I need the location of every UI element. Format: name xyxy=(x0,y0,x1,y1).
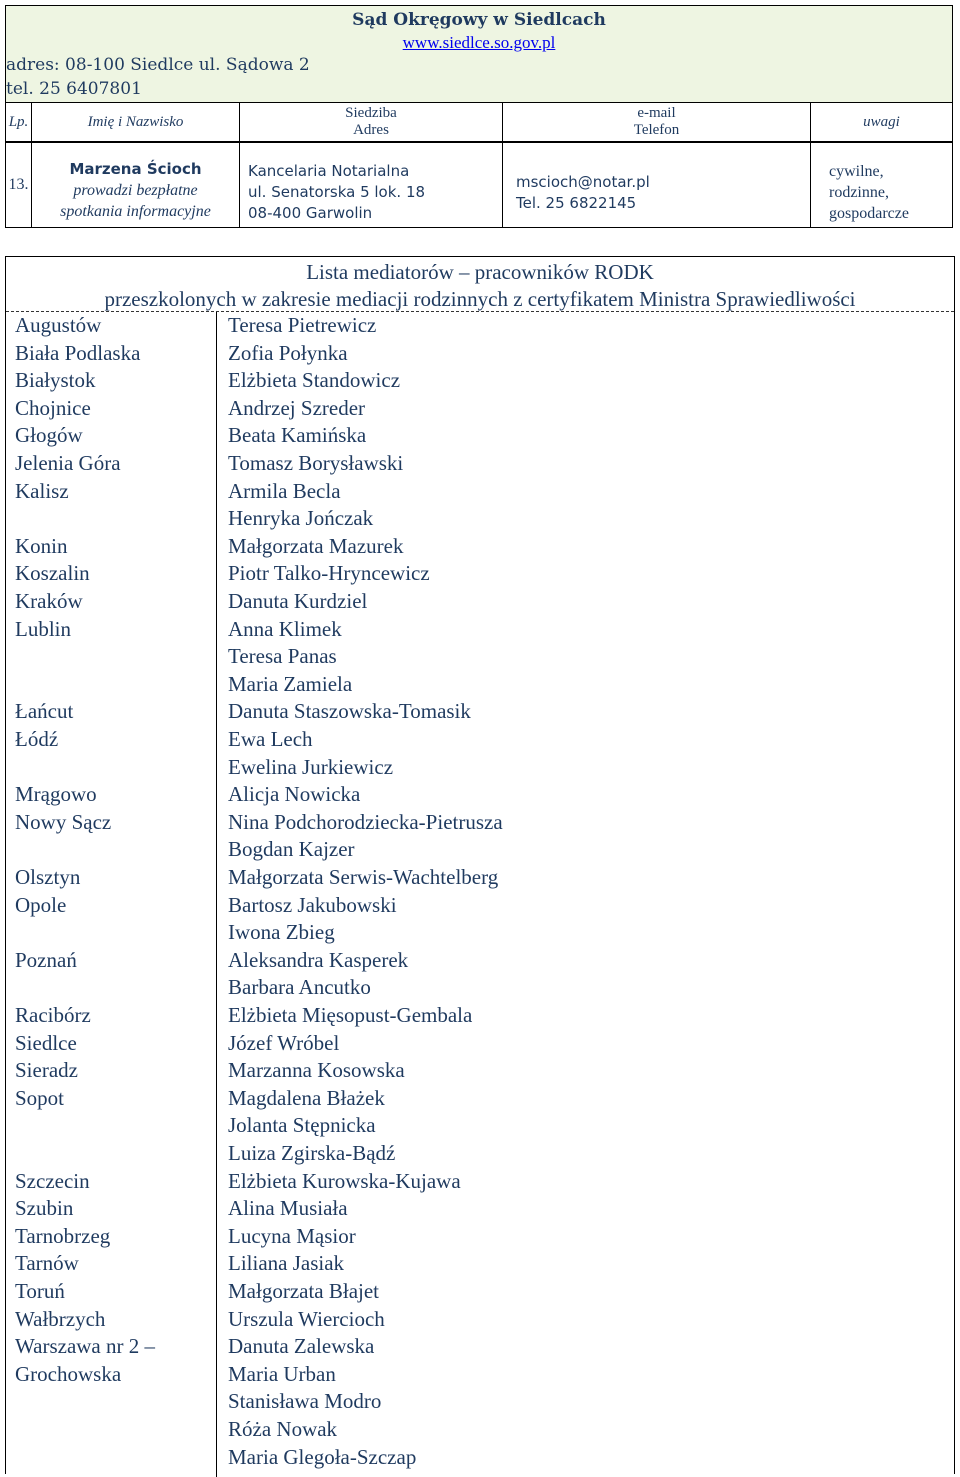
entry-notes-line2: rodzinne, xyxy=(829,184,889,201)
list-title-line2: przeszkolonych w zakresie mediacji rodzinnych z certyfikatem Ministra Sprawiedliwości xyxy=(104,287,856,311)
entry-contact-cell xyxy=(503,143,811,227)
list-item-city: Chojnice xyxy=(15,395,91,420)
list-item-mediator: Alina Musiała xyxy=(228,1196,348,1221)
col-notes: uwagi xyxy=(863,113,900,130)
list-item-city: Lublin xyxy=(15,616,71,641)
entry-desc-line2: spotkania informacyjne xyxy=(60,203,211,220)
list-item-mediator: Ewa Lech xyxy=(228,727,313,751)
list-item-mediator: Józef Wróbel xyxy=(228,1030,340,1055)
list-item-city: Łańcut xyxy=(15,699,74,724)
list-item-city: Sopot xyxy=(15,1085,65,1110)
court-name: Sąd Okręgowy w Siedlcach xyxy=(352,10,606,30)
col-lp: Lp. xyxy=(6,103,32,141)
list-item-mediator: Nina Podchorodziecka-Pietrusza xyxy=(228,809,503,834)
col-contact xyxy=(503,103,811,141)
col-contact-line1: e-mail xyxy=(637,105,676,121)
list-item-mediator: Henryka Jończak xyxy=(228,506,374,531)
list-item-city: Tarnobrzeg xyxy=(15,1223,111,1248)
list-item-mediator: Armila Becla xyxy=(228,478,341,503)
list-item-mediator: Lucyna Mąsior xyxy=(228,1223,356,1248)
list-item-mediator: Iwona Zbieg xyxy=(228,920,335,945)
list-item-city: Nowy Sącz xyxy=(15,809,112,834)
list-item-city: Białystok xyxy=(15,368,96,393)
list-item-mediator: Andrzej Szreder xyxy=(228,395,366,420)
list-item-city: Sieradz xyxy=(15,1058,78,1083)
court-header xyxy=(6,6,952,103)
list-item-mediator: Magdalena Błażek xyxy=(228,1085,385,1110)
list-item-mediator: Danuta Staszowska-Tomasik xyxy=(228,699,471,724)
list-item-mediator: Bartosz Jakubowski xyxy=(228,892,397,917)
entry-phone: Tel. 25 6822145 xyxy=(516,194,637,212)
list-item-city: Racibórz xyxy=(15,1003,91,1027)
list-item-city: Koszalin xyxy=(15,561,90,586)
list-item-city: Kraków xyxy=(15,589,83,613)
column-divider xyxy=(216,312,217,1477)
list-item-mediator: Małgorzata Błajet xyxy=(228,1279,380,1303)
list-title-line1: Lista mediatorów – pracowników RODK xyxy=(306,260,654,284)
col-name: Imię i Nazwisko xyxy=(32,103,240,141)
list-item-mediator: Elżbieta Kurowska-Kujawa xyxy=(228,1168,461,1193)
list-item-city: Siedlce xyxy=(15,1030,77,1055)
list-item-mediator: Urszula Wiercioch xyxy=(228,1306,385,1331)
column-header-row xyxy=(6,103,952,143)
entry-notes-line3: gospodarcze xyxy=(829,205,909,222)
list-item-city: Augustów xyxy=(15,313,102,337)
list-item-mediator: Elżbieta Mięsopust-Gembala xyxy=(228,1003,473,1027)
list-item-mediator: Aleksandra Kasperek xyxy=(228,947,409,972)
list-title xyxy=(6,257,954,312)
list-item-mediator: Małgorzata Serwis-Wachtelberg xyxy=(228,865,499,889)
list-item-mediator: Luiza Zgirska-Bądź xyxy=(228,1141,396,1165)
list-item-mediator: Stanisława Modro xyxy=(228,1389,382,1414)
list-item-mediator: Danuta Kurdziel xyxy=(228,589,368,613)
list-item-city: Jelenia Góra xyxy=(15,451,121,475)
list-item-mediator: Małgorzata Mazurek xyxy=(228,533,404,558)
list-item-city: Poznań xyxy=(15,947,77,972)
list-item-mediator: Marzanna Kosowska xyxy=(228,1058,405,1083)
list-item-city: Mrągowo xyxy=(15,782,97,807)
entry-email[interactable]: mscioch@notar.pl xyxy=(516,173,650,191)
court-website-link[interactable]: www.siedlce.so.gov.pl xyxy=(402,33,556,52)
entry-notes-cell xyxy=(811,143,952,227)
list-item-mediator: Jolanta Stępnicka xyxy=(228,1113,376,1138)
list-item-city: Szubin xyxy=(15,1196,74,1221)
list-item-city: Kalisz xyxy=(15,478,69,503)
court-phone: tel. 25 6407801 xyxy=(6,79,142,99)
list-item-mediator: Róża Nowak xyxy=(228,1417,338,1441)
list-item-city: Szczecin xyxy=(15,1168,90,1193)
list-item-mediator: Maria Zamiela xyxy=(228,671,353,696)
entry-notes-line1: cywilne, xyxy=(829,163,884,180)
list-item-mediator: Alicja Nowicka xyxy=(228,782,361,807)
list-item-mediator: Zofia Połynka xyxy=(228,340,348,365)
entry-desc-line1: prowadzi bezpłatne xyxy=(73,182,198,199)
list-item-city: Konin xyxy=(15,533,68,558)
list-item-mediator: Beata Kamińska xyxy=(228,423,367,448)
col-seat-line2: Adres xyxy=(353,122,389,138)
mediators-list xyxy=(5,256,955,1474)
list-item-city: Łódź xyxy=(15,727,59,751)
list-item-mediator: Liliana Jasiak xyxy=(228,1251,345,1276)
list-item-mediator: Bogdan Kajzer xyxy=(228,837,355,862)
list-item-city: Toruń xyxy=(15,1279,65,1303)
list-item-mediator: Teresa Panas xyxy=(228,644,337,669)
entry-city: 08-400 Garwolin xyxy=(248,204,373,222)
entry-lp: 13. xyxy=(6,143,32,227)
list-item-city: Biała Podlaska xyxy=(15,340,141,365)
court-info-table xyxy=(5,5,953,228)
list-item-mediator: Ewelina Jurkiewicz xyxy=(228,754,394,779)
mediator-entry-row xyxy=(6,143,952,227)
list-item-mediator: Danuta Zalewska xyxy=(228,1334,375,1359)
entry-street: ul. Senatorska 5 lok. 18 xyxy=(248,183,426,201)
entry-name: Marzena Ścioch xyxy=(69,160,202,178)
list-item-city: Grochowska xyxy=(15,1361,122,1386)
col-contact-line2: Telefon xyxy=(633,122,680,138)
list-item-mediator: Tomasz Borysławski xyxy=(228,451,404,475)
entry-office: Kancelaria Notarialna xyxy=(248,162,410,180)
list-item-city: Głogów xyxy=(15,423,83,448)
list-item-mediator: Teresa Pietrewicz xyxy=(228,313,377,337)
col-seat-line1: Siedziba xyxy=(345,105,397,121)
court-address: adres: 08-100 Siedlce ul. Sądowa 2 xyxy=(6,55,310,75)
list-item-city: Tarnów xyxy=(15,1251,79,1276)
list-item-mediator: Elżbieta Standowicz xyxy=(228,368,401,393)
entry-seat-cell xyxy=(240,143,503,227)
list-item-mediator: Maria Urban xyxy=(228,1361,336,1386)
list-item-mediator: Piotr Talko-Hryncewicz xyxy=(228,561,430,586)
list-item-mediator: Maria Glegoła-Szczap xyxy=(228,1444,417,1469)
list-item-city: Warszawa nr 2 – xyxy=(15,1334,155,1359)
list-item-city: Olsztyn xyxy=(15,865,81,889)
col-seat xyxy=(240,103,503,141)
list-item-city: Opole xyxy=(15,892,67,917)
list-item-mediator: Anna Klimek xyxy=(228,616,342,641)
entry-name-cell xyxy=(32,143,240,227)
list-item-city: Wałbrzych xyxy=(15,1306,106,1331)
list-item-mediator: Barbara Ancutko xyxy=(228,975,371,1000)
